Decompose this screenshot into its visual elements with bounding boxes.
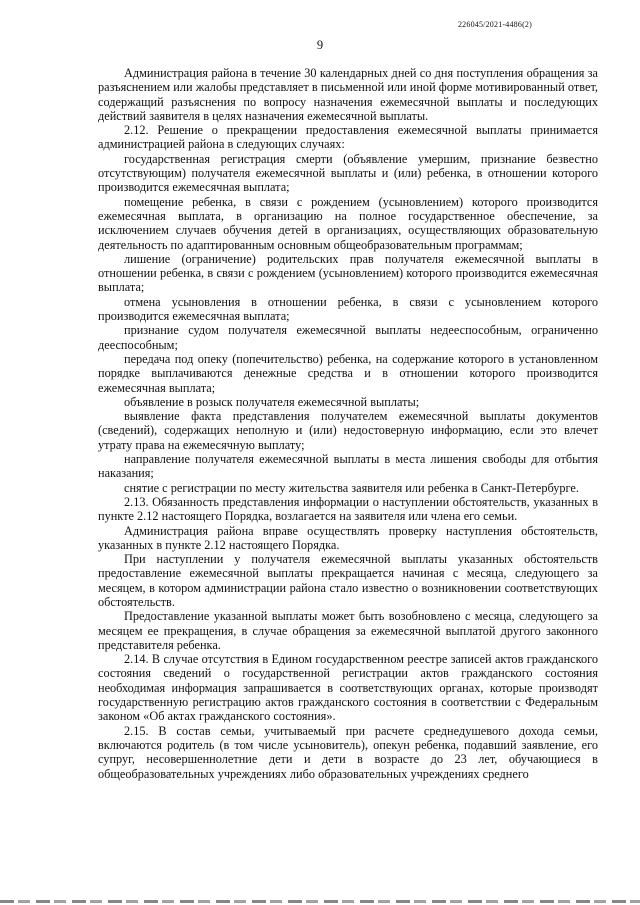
paragraph: 2.12. Решение о прекращении предоставления ежемесячной выплаты принимается администрацией района в следующих случаях: <box>98 123 598 152</box>
paragraph: признание судом получателя ежемесячной выплаты недееспособным, ограниченно дееспособным; <box>98 323 598 352</box>
paragraph: При наступлении у получателя ежемесячной выплаты указанных обстоятельств предоставление ежемесячной выплаты прекращается начиная с месяца, следующего за месяцем, в котором администрации района стало известно о возникновении соответствующих обстоятельств. <box>98 552 598 609</box>
paragraph: направление получателя ежемесячной выплаты в места лишения свободы для отбытия наказания; <box>98 452 598 481</box>
scan-edge-artifact <box>0 900 640 903</box>
paragraph: государственная регистрация смерти (объявление умершим, признание безвестно отсутствующим) получателя ежемесячной выплаты и (или) ребенка, в отношении которого производится ежемесячная выплата; <box>98 151 598 195</box>
document-body <box>98 66 598 781</box>
paragraph: снятие с регистрации по месту жительства заявителя или ребенка в Санкт-Петербурге. <box>124 480 579 495</box>
paragraph: объявление в розыск получателя ежемесячной выплаты; <box>124 394 420 409</box>
page-number: 9 <box>316 38 324 52</box>
paragraph: отмена усыновления в отношении ребенка, в связи с усыновлением которого производится ежемесячная выплата; <box>98 294 598 324</box>
paragraph: 2.15. В состав семьи, учитываемый при расчете среднедушевого дохода семьи, включаются родитель (в том числе усыновитель), опекун ребенка, подавший заявление, его супруг, несовершеннолетние дети и дети в возрасте до 23 лет, обучающиеся в общеобразовательных учреждениях либо образовательных учреждениях среднего <box>98 723 598 781</box>
paragraph: выявление факта представления получателем ежемесячной выплаты документов (сведений), содержащих неполную и (или) недостоверную информацию, если это влечет утрату права на ежемесячную выплату; <box>98 409 598 452</box>
paragraph: Администрация района в течение 30 календарных дней со дня поступления обращения за разъяснением или жалобы представляет в письменной или иной форме мотивированный ответ, содержащий разъяснения по вопросу назначения ежемесячной выплаты и последующих действий заявителя в целях назначения ежемесячной выплаты. <box>98 66 598 123</box>
paragraph: 2.13. Обязанность представления информации о наступлении обстоятельств, указанных в пункте 2.12 настоящего Порядка, возлагается на заявителя или члена его семьи. <box>98 494 598 524</box>
paragraph: Администрация района вправе осуществлять проверку наступления обстоятельств, указанных в пункте 2.12 настоящего Порядка. <box>98 523 598 552</box>
paragraph: Предоставление указанной выплаты может быть возобновлено с месяца, следующего за месяцем ее прекращения, в случае обращения за ежемесячной выплатой другого законного представителя ребенка. <box>98 609 598 652</box>
paragraph: передача под опеку (попечительство) ребенка, на содержание которого в установленном порядке выплачиваются денежные средства и в отношении которого производится ежемесячная выплата; <box>98 351 598 395</box>
document-id: 226045/2021-4486(2) <box>457 20 532 29</box>
paragraph: 2.14. В случае отсутствия в Едином государственном реестре записей актов гражданского состояния сведений о государственной регистрации актов гражданского состояния необходимая информация запрашивается в соответствующих органах, которые производят государственную регистрацию актов гражданского состояния в соответствии с Федеральным законом «Об актах гражданского состояния». <box>98 652 598 724</box>
paragraph: лишение (ограничение) родительских прав получателя ежемесячной выплаты в отношении ребенка, в связи с рождением (усыновлением) которого производится ежемесячная выплата; <box>98 251 598 295</box>
paragraph: помещение ребенка, в связи с рождением (усыновлением) которого производится ежемесячная выплата, в организацию на полное государственное обеспечение, за исключением случаев обучения детей в организациях, осуществляющих образовательную деятельность по адаптированным основным общеобразовательным программам; <box>98 194 598 252</box>
